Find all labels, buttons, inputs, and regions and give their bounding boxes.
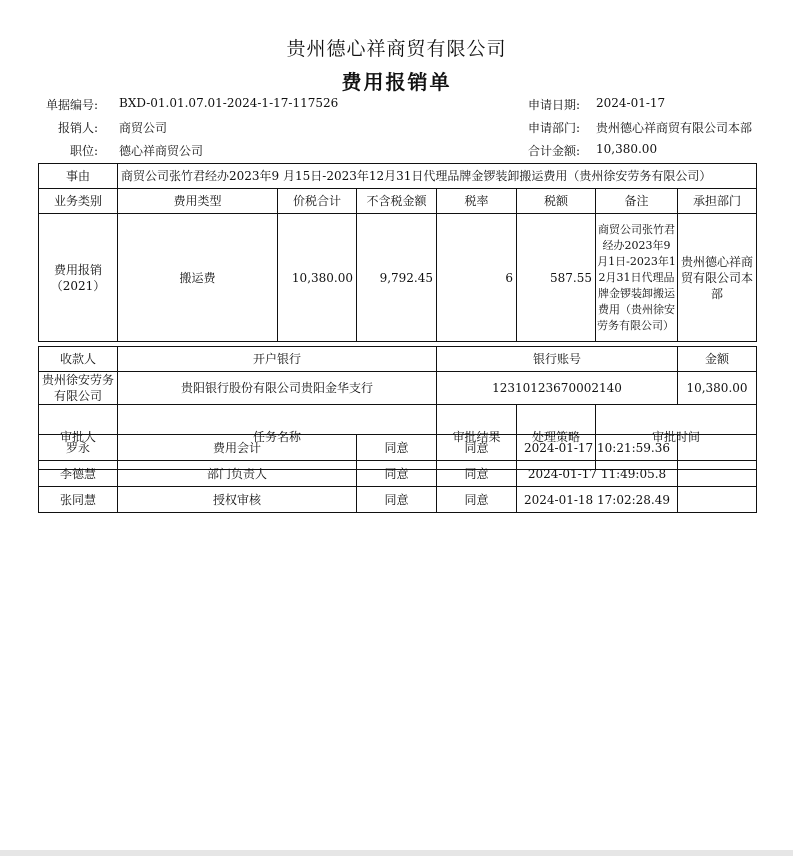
document-title: 费用报销单 [341, 70, 452, 94]
task-name: 费用会计 [118, 435, 357, 461]
date-value: 2024-01-17 [596, 96, 666, 110]
approval-result: 同意 [357, 435, 437, 461]
approval-result: 同意 [357, 461, 437, 487]
doc-no-label: 单据编号: [45, 98, 98, 112]
col-header-result: 审批结果 [437, 405, 517, 470]
position-label: 职位: [69, 144, 98, 158]
col-header-rate: 税率 [437, 189, 517, 214]
payee-bank: 贵阳银行股份有限公司贵阳金华支行 [118, 372, 437, 405]
approval-strategy: 同意 [437, 487, 517, 513]
col-header-note: 备注 [596, 189, 678, 214]
task-name: 授权审核 [118, 487, 357, 513]
reimbursement-table [38, 163, 757, 470]
payee-amount: 10,380.00 [678, 372, 757, 405]
doc-no-value: BXD-01.01.07.01-2024-1-17-117526 [119, 96, 339, 110]
payee-row [39, 372, 757, 405]
expense-dept: 贵州德心祥商贸有限公司本部 [678, 214, 757, 342]
col-header-total: 价税合计 [278, 189, 357, 214]
approver-name: 李德慧 [39, 461, 118, 487]
payee-name: 贵州徐安劳务有限公司 [39, 372, 118, 405]
date-label: 申请日期: [527, 98, 580, 112]
applicant-value: 商贸公司 [119, 121, 168, 135]
approval-time: 2024-01-17 11:49:05.8 [517, 461, 678, 487]
dept-label: 申请部门: [527, 121, 580, 135]
approval-result: 同意 [357, 487, 437, 513]
bottom-bar [0, 850, 793, 856]
matter-row [39, 164, 757, 189]
approver-name: 罗永 [39, 435, 118, 461]
approval-row [39, 487, 757, 513]
position-value: 德心祥商贸公司 [119, 144, 204, 158]
total-label: 合计金额: [527, 144, 580, 158]
approval-row [39, 461, 757, 487]
expense-total: 10,380.00 [278, 214, 357, 342]
approval-time: 2024-01-18 17:02:28.49 [517, 487, 678, 513]
expense-category: 费用报销（2021） [39, 214, 118, 342]
task-name: 部门负责人 [118, 461, 357, 487]
expense-header-row [39, 189, 757, 214]
col-header-tax: 税额 [517, 189, 596, 214]
col-header-approver: 审批人 [39, 405, 118, 470]
approval-row [39, 435, 757, 461]
expense-type: 搬运费 [118, 214, 278, 342]
col-header-category: 业务类别 [39, 189, 118, 214]
dept-value: 贵州德心祥商贸有限公司本部 [596, 121, 753, 135]
col-header-strategy: 处理策略 [517, 405, 596, 470]
approval-opinion [678, 487, 757, 513]
approver-name: 张同慧 [39, 487, 118, 513]
expense-rate: 6 [437, 214, 517, 342]
col-header-net: 不含税金额 [357, 189, 437, 214]
expense-row [39, 214, 757, 342]
total-value: 10,380.00 [596, 142, 658, 156]
company-name: 贵州德心祥商贸有限公司 [286, 38, 507, 60]
expense-net: 9,792.45 [357, 214, 437, 342]
approval-time: 2024-01-17 10:21:59.36 [517, 435, 678, 461]
approval-opinion [678, 461, 757, 487]
matter-text: 商贸公司张竹君经办2023年9 月15日-2023年12月31日代理品牌金锣装卸搬运费用（贵州徐安劳务有限公司） [118, 164, 757, 189]
approval-table [38, 434, 757, 513]
col-header-bank: 开户银行 [118, 347, 437, 372]
applicant-label: 报销人: [57, 121, 98, 135]
approval-strategy: 同意 [437, 461, 517, 487]
expense-tax: 587.55 [517, 214, 596, 342]
col-header-dept: 承担部门 [678, 189, 757, 214]
payee-account: 12310123670002140 [437, 372, 678, 405]
matter-label: 事由 [39, 164, 118, 189]
col-header-time: 审批时间 [596, 405, 757, 470]
col-header-account: 银行账号 [437, 347, 678, 372]
col-header-task: 任务名称 [118, 405, 437, 470]
col-header-type: 费用类型 [118, 189, 278, 214]
meta-left [0, 96, 793, 156]
approval-strategy: 同意 [437, 435, 517, 461]
payee-header-row [39, 347, 757, 372]
col-header-payee: 收款人 [39, 347, 118, 372]
expense-note: 商贸公司张竹君经办2023年9 月1日-2023年12月31日代理品牌金锣装卸搬运费用（贵州徐安劳务有限公司） [596, 214, 678, 342]
col-header-amount: 金额 [678, 347, 757, 372]
approval-opinion [678, 435, 757, 461]
